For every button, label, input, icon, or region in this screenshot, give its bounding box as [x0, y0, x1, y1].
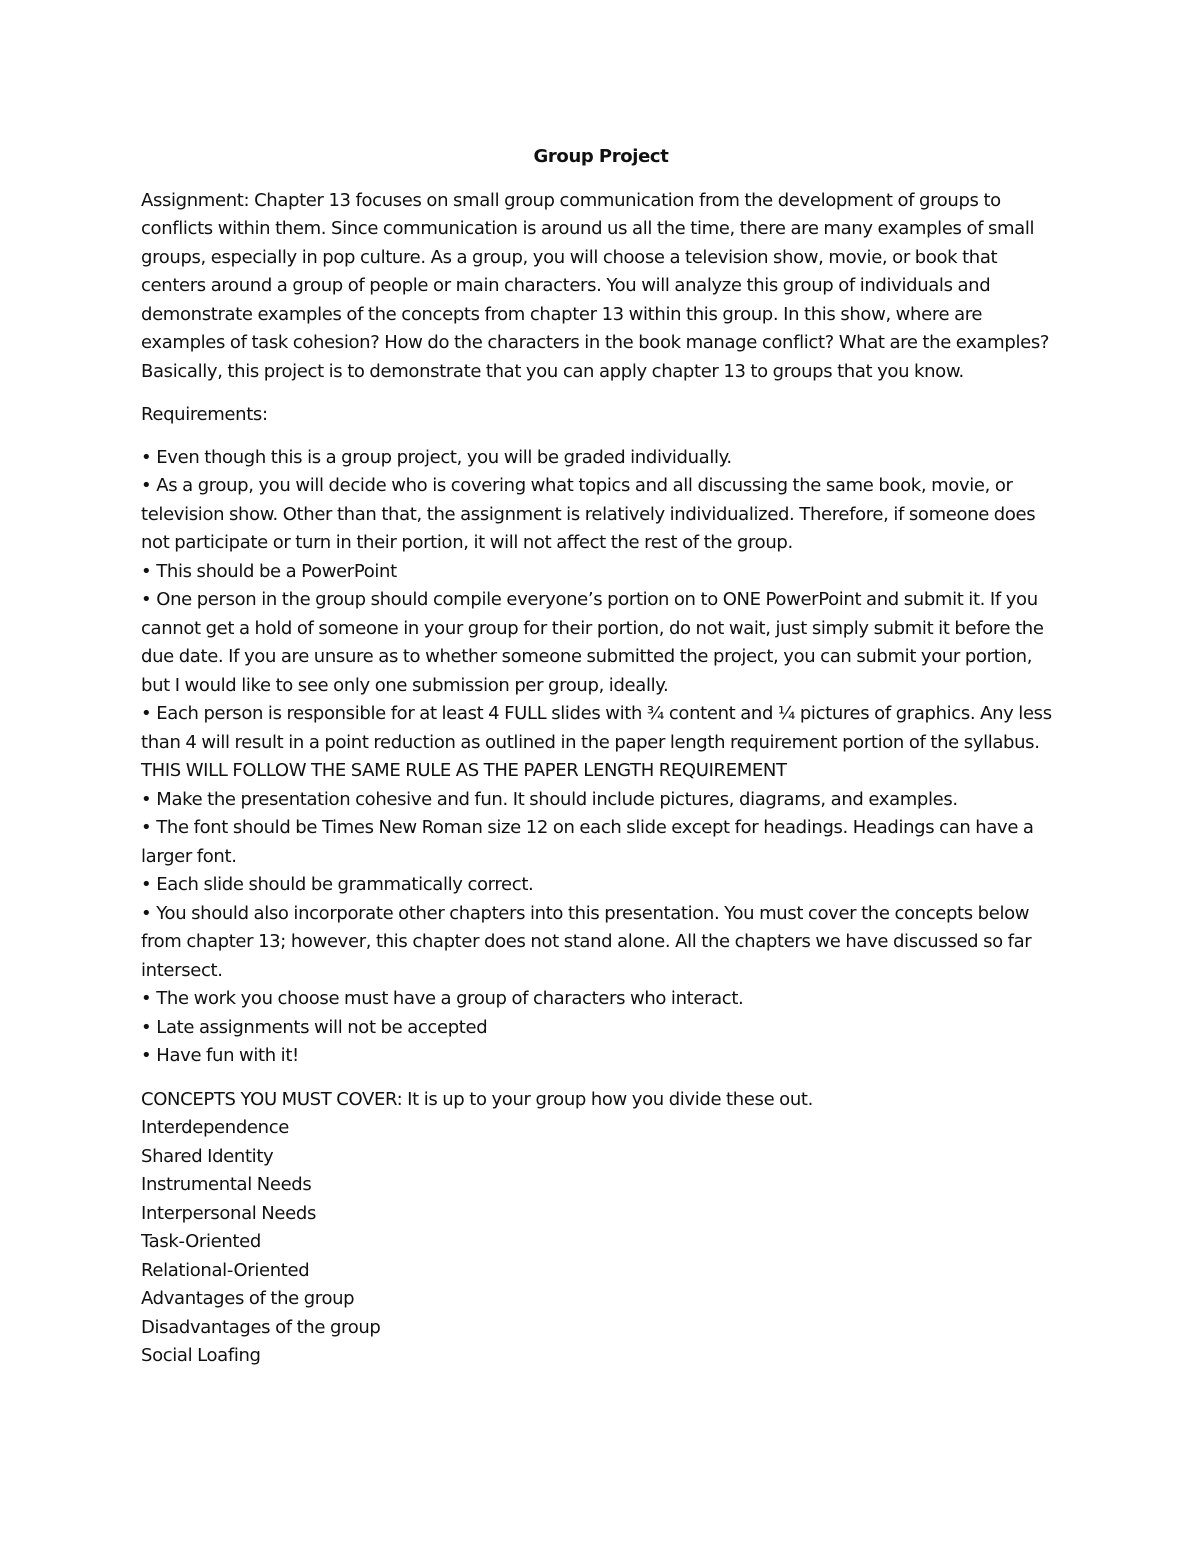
requirement-text: The work you choose must have a group of characters who interact. — [156, 988, 744, 1009]
bullet-icon: • — [141, 988, 152, 1009]
requirement-item — [141, 1042, 1061, 1071]
document-title: Group Project — [533, 146, 669, 167]
bullet-icon: • — [141, 788, 152, 810]
requirement-text: This should be a PowerPoint — [156, 560, 397, 582]
requirement-text: As a group, you will decide who is covering what topics and all discussing the same book, movie, or television show. Other than that, the assignment is relatively individualized. Therefore, if someone does not participate or turn in their portion, it will not affect the rest of the group. — [141, 475, 1036, 553]
document-page — [141, 143, 1061, 1371]
requirement-item — [141, 444, 1061, 473]
requirement-item — [141, 871, 1061, 900]
bullet-icon: • — [141, 446, 152, 468]
requirement-text: The font should be Times New Roman size 12 on each slide except for headings. Headings can have a larger font. — [141, 817, 1034, 867]
bullet-icon: • — [141, 703, 152, 724]
concept-item: Social Loafing — [141, 1345, 261, 1366]
requirements-heading: Requirements: — [141, 404, 268, 425]
assignment-paragraph: Assignment: Chapter 13 focuses on small group communication from the development of groups to conflicts within them. Since communication is around us all the time, there are many examples of small groups, especially in pop culture. As a group, you will choose a television show, movie, or book that centers around a group of people or main characters. You will analyze this group of individuals and demonstrate examples of the concepts from chapter 13 within this group. In this show, where are examples of task cohesion? How do the characters in the book manage conflict? What are the examples? Basically, this project is to demonstrate that you can apply chapter 13 to groups that you know. — [141, 189, 1050, 382]
requirement-text: Have fun with it! — [156, 1045, 299, 1066]
requirement-item — [141, 558, 1061, 587]
requirement-text: One person in the group should compile everyone’s portion on to ONE PowerPoint and submit it. If you cannot get a hold of someone in your group for their portion, do not wait, just simply submit it before the due date. If you are unsure as to whether someone submitted the project, you can submit your portion, but I would like to see only one submission per group, ideally. — [141, 589, 1044, 696]
bullet-icon: • — [141, 1016, 152, 1038]
bullet-icon: • — [141, 817, 152, 838]
concept-item: Interpersonal Needs — [141, 1202, 316, 1224]
requirement-text: Even though this is a group project, you will be graded individually. — [156, 446, 732, 468]
concepts-heading: CONCEPTS YOU MUST COVER: It is up to your group how you divide these out. — [141, 1088, 813, 1110]
bullet-icon: • — [141, 589, 152, 610]
concept-item: Disadvantages of the group — [141, 1316, 381, 1338]
bullet-icon: • — [141, 902, 152, 924]
concept-item: Instrumental Needs — [141, 1174, 312, 1195]
requirement-text: You should also incorporate other chapters into this presentation. You must cover the concepts below from chapter 13; however, this chapter does not stand alone. All the chapters we have discussed so far intersect. — [141, 902, 1032, 981]
concept-item: Relational-Oriented — [141, 1259, 310, 1281]
concepts-list — [141, 1114, 1061, 1371]
requirement-item — [141, 700, 1061, 786]
bullet-icon: • — [141, 1045, 152, 1066]
requirement-item — [141, 1014, 1061, 1043]
requirement-text: Each person is responsible for at least 4 FULL slides with ¾ content and ¼ pictures of graphics. Any less than 4 will result in a point reduction as outlined in the paper length requirement portion of the syllabus. THIS WILL FOLLOW THE SAME RULE AS THE PAPER LENGTH REQUIREMENT — [141, 703, 1052, 781]
requirement-item — [141, 472, 1061, 558]
bullet-icon: • — [141, 560, 152, 582]
requirement-item — [141, 985, 1061, 1014]
bullet-icon: • — [141, 475, 152, 496]
concept-item: Task-Oriented — [141, 1231, 261, 1252]
requirement-text: Make the presentation cohesive and fun. It should include pictures, diagrams, and examples. — [156, 788, 958, 810]
requirement-item — [141, 814, 1061, 871]
concept-item: Shared Identity — [141, 1145, 274, 1167]
requirement-item — [141, 786, 1061, 815]
concept-item: Interdependence — [141, 1117, 289, 1138]
concept-item: Advantages of the group — [141, 1288, 355, 1309]
requirements-list — [141, 444, 1061, 1071]
requirement-text: Each slide should be grammatically correct. — [156, 874, 534, 895]
requirement-text: Late assignments will not be accepted — [156, 1016, 488, 1038]
requirement-item — [141, 586, 1061, 700]
bullet-icon: • — [141, 874, 152, 895]
requirement-item — [141, 900, 1061, 986]
